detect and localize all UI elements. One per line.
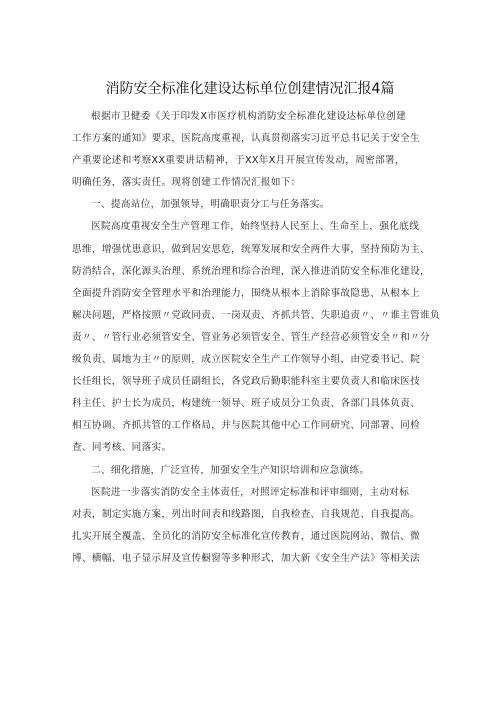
text-line: 级负责、属地为主〃的原则，成立医院安全生产工作领导小组，由党委书记、院: [72, 354, 421, 366]
section-heading-text: 二、细化措施，广泛宣传，加强安全生产知识培训和应急演练。: [91, 464, 370, 476]
text-line: 思维，增强忧患意识，做到居安思危，统筹发展和安全两件大事，坚持预防为主、: [72, 243, 430, 255]
section-heading-text: 一、提高站位，加强领导，明确职责分工与任务落实。: [91, 199, 330, 211]
text-line: 科主任、护士长为成员，构建统一领导、班子成员分工负责、各部门具体负责、: [72, 398, 421, 410]
document-title: 消防安全标准化建设达标单位创建情况汇报4篇: [105, 81, 395, 97]
text-line: 根据市卫健委《关于印发X市医疗机构消防安全标准化建设达标单位创建: [91, 111, 407, 122]
text-line: 防消结合，深化源头治理、系统治理和综合治理，深入推进消防安全标准化建设，: [72, 265, 430, 277]
text-line: 医院高度重视安全生产管理工作，始终坚持人民至上、生命至上，强化底线: [91, 221, 420, 233]
text-line: 产重要论述和考察XX重要讲话精神，于XX年X月开展宣传发动，周密部署，: [72, 155, 405, 167]
document-body: [72, 106, 440, 570]
text-line: 扎实开展全覆盖、全员化的消防安全标准化宣传教育，通过医院网站、微信、微: [72, 530, 421, 542]
text-line: 责〃、〃管行业必须管安全、管业务必须管安全、管生产经营必须管安全〃和〃分: [72, 331, 430, 343]
text-line: 解决问题，严格按照〃党政同责、一岗双责、齐抓共管、失职追责〃、〃谁主管谁负: [72, 309, 440, 321]
text-line: 博、横幅、电子显示屏及宣传橱窗等多种形式，加大新《安全生产法》等相关法: [72, 552, 421, 564]
section-heading-2: [72, 460, 432, 482]
text-line: 明确任务，落实责任。现将创建工作情况汇报如下：: [72, 177, 301, 189]
text-line: 对表，制定实施方案，列出时间表和线路图，自我检查、自我规范、自我提高。: [72, 508, 421, 520]
section-heading-1: [72, 194, 432, 216]
text-line: 相互协调、齐抓共管的工作格局，并与医院其他中心工作同研究、同部署、同检: [72, 420, 421, 432]
text-line: 长任组长，领导班子成员任副组长，各党政后勤职能科室主要负责人和临床医技: [72, 376, 421, 388]
paragraph-intro: [72, 106, 432, 194]
text-line: 全面提升消防安全管理水平和治理能力，围绕从根本上消除事故隐患、从根本上: [72, 287, 421, 299]
paragraph-section-2: [72, 482, 432, 570]
text-line: 查、同考核、同落实。: [72, 442, 172, 454]
text-line: 工作方案的通知》要求，医院高度重视，认真贯彻落实习近平总书记关于安全生: [72, 133, 421, 145]
text-line: 医院进一步落实消防安全主体责任，对照评定标准和评审细则，主动对标: [91, 486, 410, 498]
paragraph-section-1: [72, 216, 440, 459]
